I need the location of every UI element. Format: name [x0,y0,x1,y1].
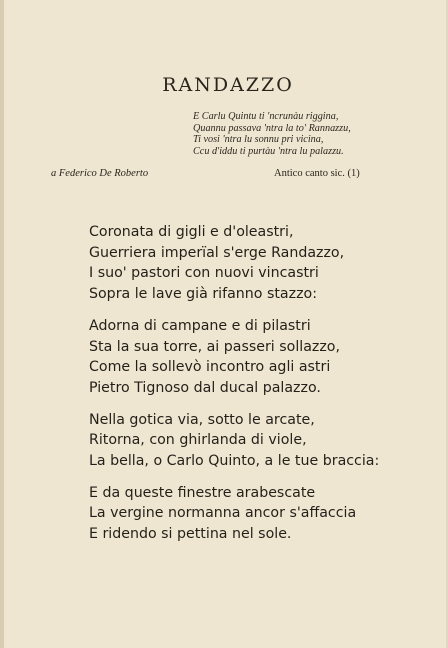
verse-line: La vergine normanna ancor s'affaccia [89,505,357,522]
verse-line: Guerriera imperïal s'erge Randazzo, [89,244,345,261]
epigraph-line: Ti vosi 'ntra lu sonnu pri vicina, [193,134,324,146]
verse-line: E da queste finestre arabescate [89,484,316,501]
verse-line: E ridendo si pettina nel sole. [89,526,292,543]
verse-line: Ritorna, con ghirlanda di viole, [89,432,307,449]
stanza [89,316,439,399]
epigraph-line: E Carlu Quintu ti 'ncrunàu riggina, [193,111,339,122]
stanza [89,222,439,305]
verse-line: Adorna di campane e di pilastri [89,317,311,334]
verse-line: Coronata di gigli e d'oleastri, [89,224,294,240]
verse-line: Nella gotica via, sotto le arcate, [89,411,315,428]
epigraph-source: Antico canto sic. (1) [274,168,360,179]
verse-line: I suo' pastori con nuovi vincastri [89,265,319,282]
stanza [89,483,439,545]
verse-line: Come la sollevò incontro agli astri [89,359,331,376]
stanza [89,410,439,472]
poem-body [89,222,439,556]
verse-line: La bella, o Carlo Quinto, a le tue braccia: [89,453,380,470]
verse-line: Pietro Tignoso dal ducal palazzo. [89,379,321,396]
dedication: a Federico De Roberto [51,168,149,179]
epigraph [193,111,443,157]
poem-title: RANDAZZO [162,74,294,96]
verse-line: Sta la sua torre, ai passeri sollazzo, [89,338,340,355]
verse-line: Sopra le lave già rifanno stazzo: [89,286,317,303]
epigraph-line: Ccu d'iddu ti purtàu 'ntra lu palazzu. [193,145,344,157]
epigraph-line: Quannu passava 'ntra la to' Rannazzu, [193,122,351,134]
